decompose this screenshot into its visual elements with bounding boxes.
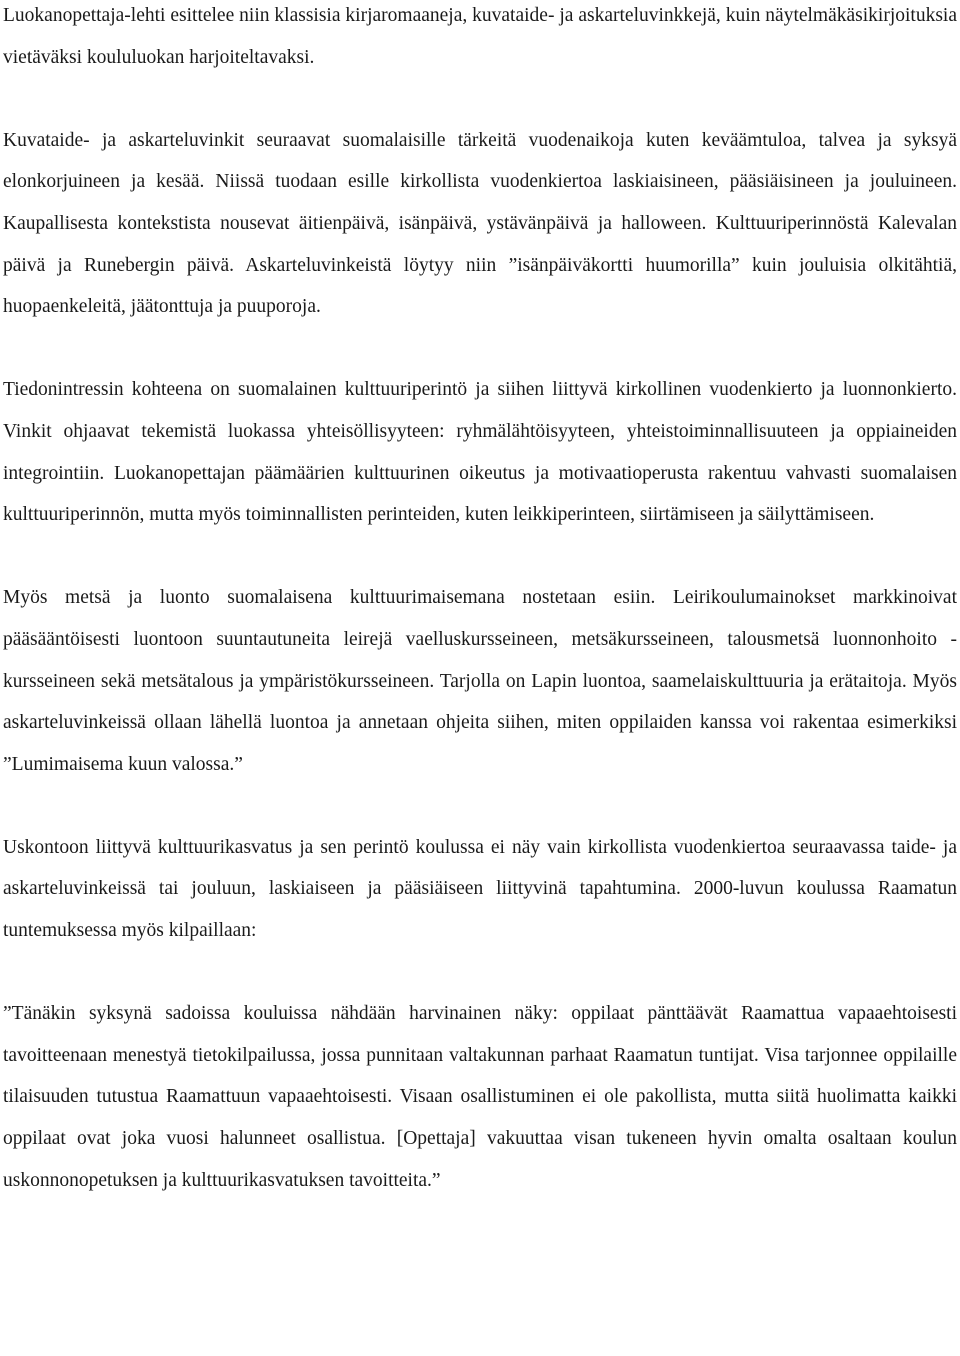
paragraph-quote: ”Tänäkin syksynä sadoissa kouluissa nähdään harvinainen näky: oppilaat pänttäävät Raamattua vapaaehtoisesti tavoitteenaan menestyä tietokilpailussa, jossa punnitaan valtakunnan parhaat Raamatun tuntijat. Visa tarjonnee oppilaille tilaisuuden tutustua Raamattuun vapaaehtoisesti. Visaan osallistuminen ei ole pakollista, mutta siitä huolimatta kaikki oppilaat ovat joka vuosi halunneet osallistua. [Opettaja] vakuuttaa visan tukeneen hyvin omalta osaltaan koulun uskonnonopetuksen ja kulttuurikasvatuksen tavoitteita.” (3, 1003, 957, 1191)
paragraph-religion: Uskontoon liittyvä kulttuurikasvatus ja sen perintö koulussa ei näy vain kirkollista vuodenkiertoa seuraavassa taide- ja askarteluvinkeissä tai jouluun, laskiaiseen ja pääsiäiseen liittyvinä tapahtumina. 2000-luvun koulussa Raamatun tuntemuksessa myös kilpaillaan: (3, 836, 957, 942)
paragraph-intro: Luokanopettaja-lehti esittelee niin klassisia kirjaromaaneja, kuvataide- ja askarteluvinkkejä, kuin näytelmäkäsikirjoituksia vietäväksi koululuokan harjoiteltavaksi. (3, 5, 957, 68)
document-body (3, 0, 957, 1201)
paragraph-knowledge-interest: Tiedonintressin kohteena on suomalainen kulttuuriperintö ja siihen liittyvä kirkollinen vuodenkierto ja luonnonkierto. Vinkit ohjaavat tekemistä luokassa yhteisöllisyyteen: ryhmälähtöisyyteen, yhteistoiminnallisuuteen ja oppiaineiden integrointiin. Luokanopettajan päämäärien kulttuurinen oikeutus ja motivaatioperusta rakentuu vahvasti suomalaisen kulttuuriperinnön, mutta myös toiminnallisten perinteiden, kuten leikkiperinteen, siirtämiseen ja säilyttämiseen. (3, 379, 957, 526)
paragraph-forest-nature: Myös metsä ja luonto suomalaisena kulttuurimaisemana nostetaan esiin. Leirikoulumainokset markkinoivat pääsääntöisesti luontoon suuntautuneita leirejä vaelluskursseineen, metsäkursseineen, talousmetsä luonnonhoito -kursseineen sekä metsätalous ja ympäristökursseineen. Tarjolla on Lapin luontoa, saamelaiskulttuuria ja erätaitoja. Myös askarteluvinkeissä ollaan lähellä luontoa ja annetaan ohjeita siihen, miten oppilaiden kanssa voi rakentaa esimerkiksi ”Lumimaisema kuun valossa.” (3, 587, 957, 775)
paragraph-craft-tips: Kuvataide- ja askarteluvinkit seuraavat suomalaisille tärkeitä vuodenaikoja kuten keväämtuloa, talvea ja syksyä elonkorjuineen ja kesää. Niissä tuodaan esille kirkollista vuodenkiertoa laskiaisineen, pääsiäisineen ja jouluineen. Kaupallisesta kontekstista nousevat äitienpäivä, isänpäivä, ystävänpäivä ja halloween. Kulttuuriperinnöstä Kalevalan päivä ja Runebergin päivä. Askarteluvinkeistä löytyy niin ”isänpäiväkortti huumorilla” kuin jouluisia olkitähtiä, huopaenkeleitä, jäätonttuja ja puuporoja. (3, 129, 957, 318)
